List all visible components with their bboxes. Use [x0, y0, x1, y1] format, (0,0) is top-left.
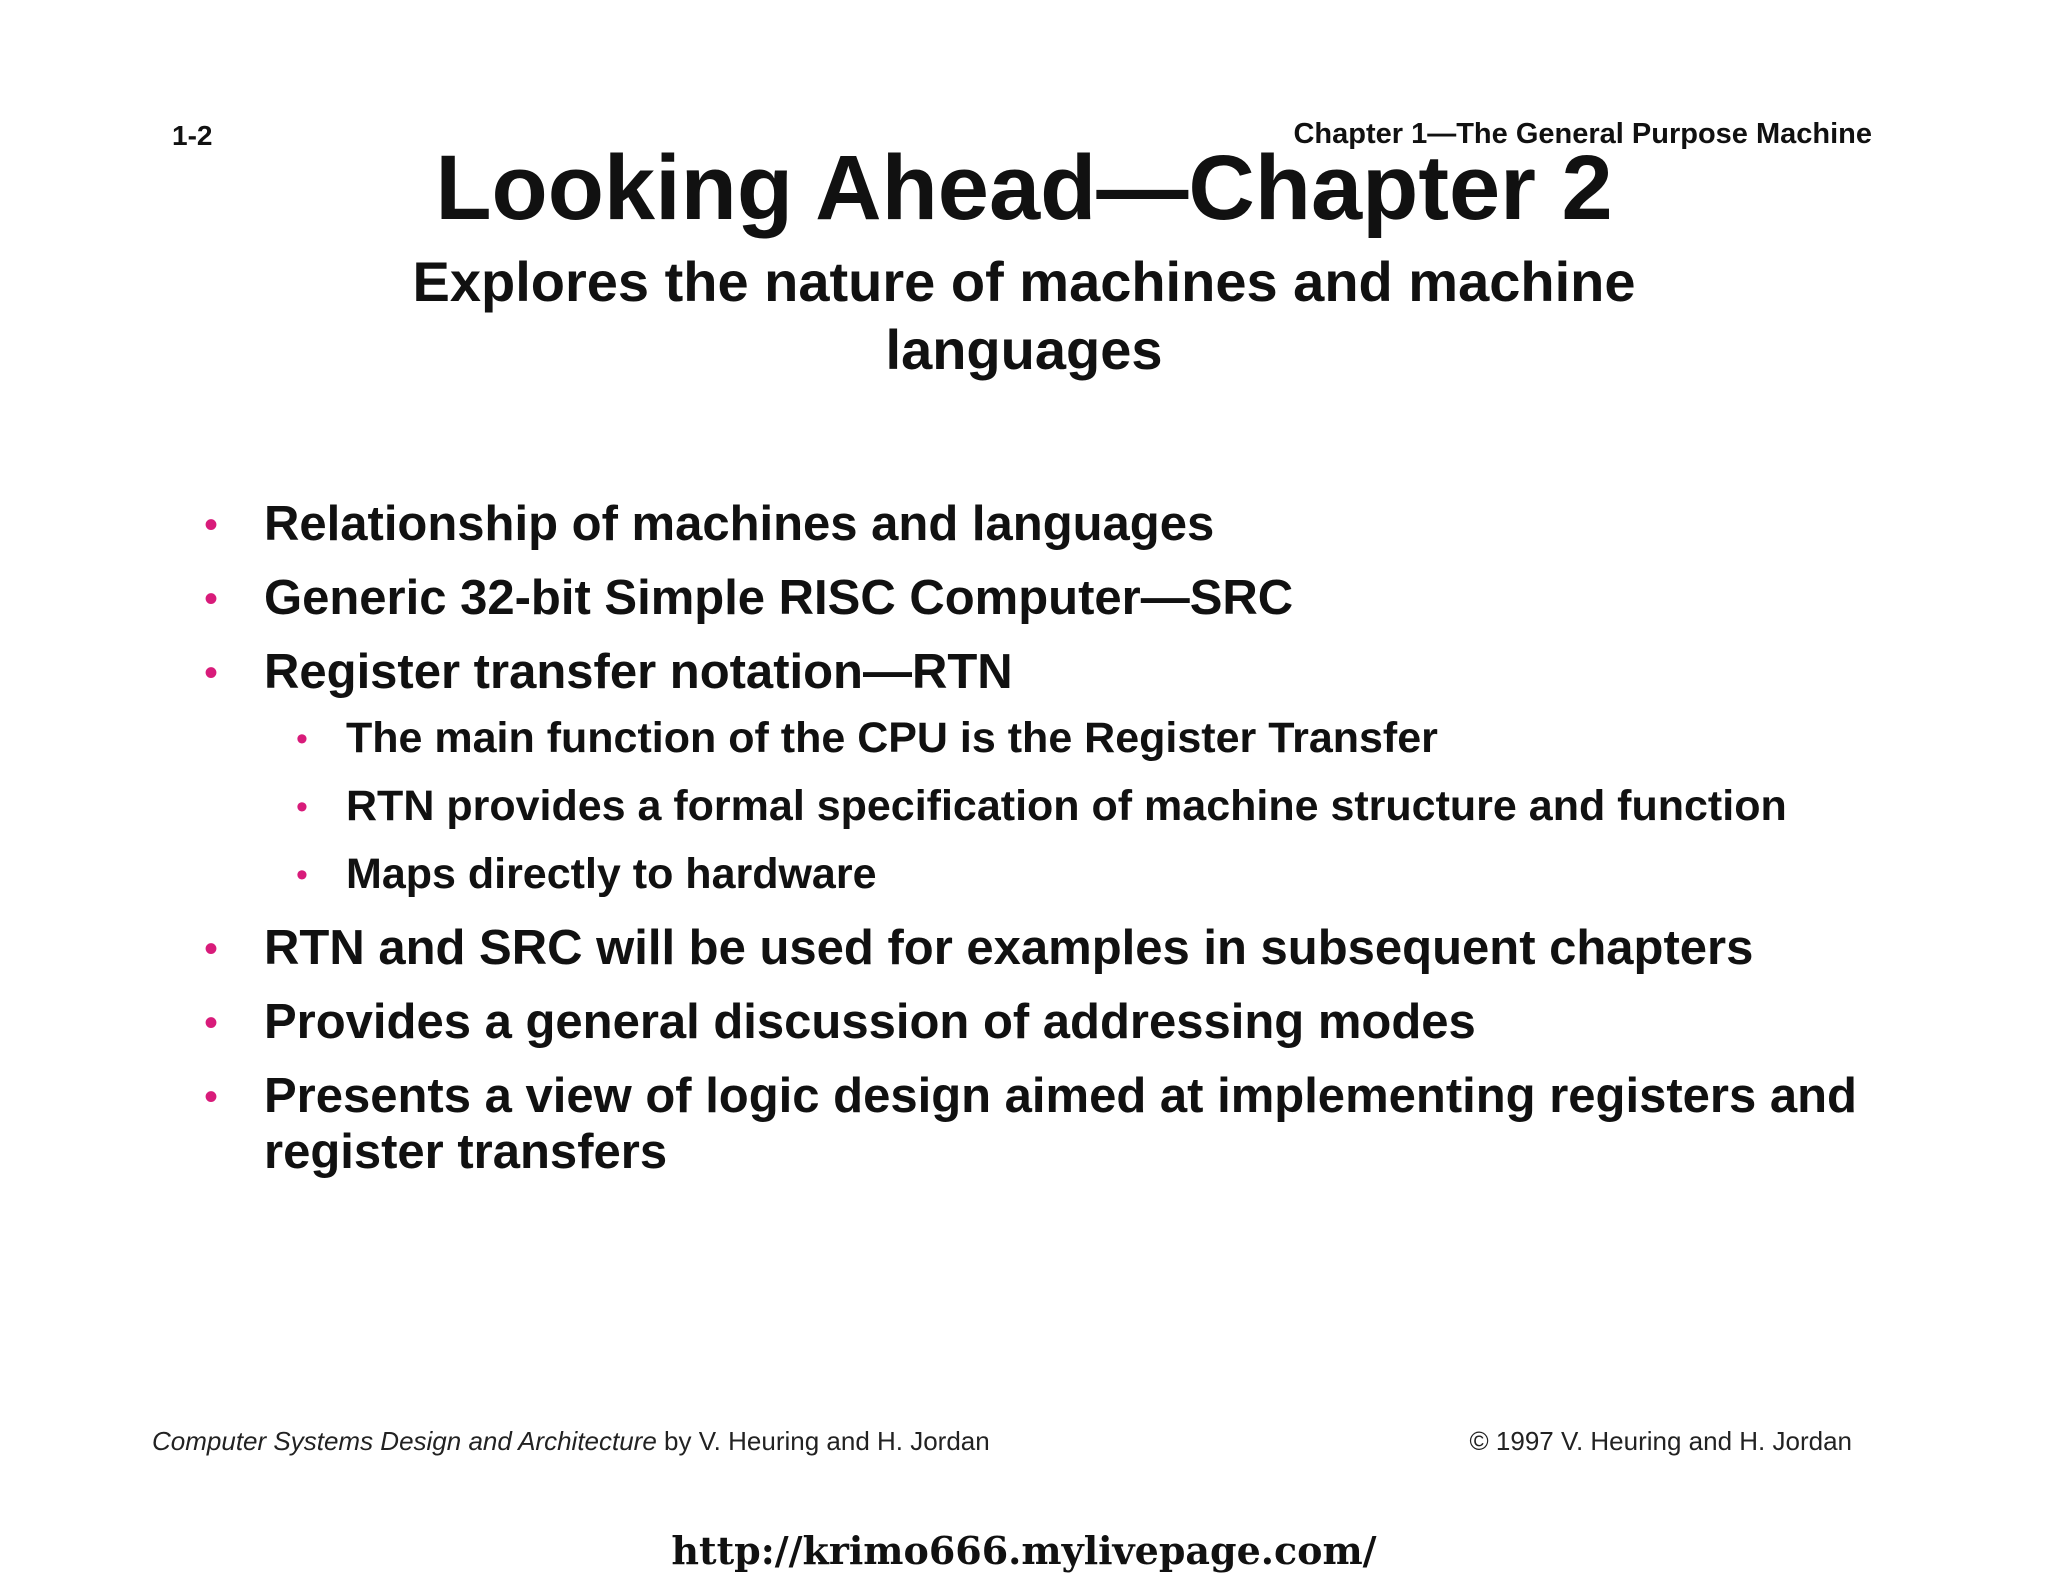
footer-book-title: Computer Systems Design and Architecture — [152, 1426, 657, 1456]
bullet-item — [204, 994, 1964, 1050]
bullet-icon: • — [296, 720, 308, 758]
slide-title: Looking Ahead—Chapter 2 — [435, 137, 1613, 239]
bullet-icon: • — [204, 651, 219, 695]
sub-bullet-item — [204, 712, 1964, 764]
bullet-item — [204, 920, 1964, 976]
bullet-icon: • — [204, 927, 219, 971]
bullet-item — [204, 496, 1964, 552]
sub-bullet-item — [204, 848, 1964, 900]
bullet-text: Register transfer notation—RTN — [264, 645, 1013, 699]
watermark-url: http://krimo666.mylivepage.com/ — [671, 1528, 1377, 1573]
page-number: 1-2 — [172, 120, 213, 151]
bullet-item — [204, 570, 1964, 626]
sub-bullet-text: Maps directly to hardware — [346, 850, 877, 898]
bullet-text: Generic 32-bit Simple RISC Computer—SRC — [264, 571, 1294, 625]
bullet-item — [204, 644, 1964, 700]
sub-bullet-text: RTN provides a formal specification of machine structure and function — [346, 782, 1787, 830]
sub-bullet-text: The main function of the CPU is the Register Transfer — [346, 714, 1438, 762]
footer-book-credit — [152, 1426, 990, 1457]
footer-authors: by V. Heuring and H. Jordan — [656, 1426, 990, 1456]
bullet-list — [204, 496, 1964, 1198]
sub-bullet-item — [204, 780, 1964, 832]
slide-subtitle — [0, 248, 2048, 384]
bullet-text: Presents a view of logic design aimed at implementing registers and register transfers — [264, 1069, 1857, 1179]
subtitle-line-2: languages — [885, 318, 1163, 381]
bullet-icon: • — [204, 503, 219, 547]
bullet-icon: • — [296, 856, 308, 894]
footer-copyright: © 1997 V. Heuring and H. Jordan — [1469, 1426, 1852, 1456]
bullet-text: Relationship of machines and languages — [264, 497, 1215, 551]
bullet-icon: • — [204, 1001, 219, 1045]
bullet-icon: • — [296, 788, 308, 826]
bullet-item — [204, 1068, 1884, 1180]
chapter-header: Chapter 1—The General Purpose Machine — [1293, 118, 1872, 150]
bullet-icon: • — [204, 1075, 219, 1119]
subtitle-line-1: Explores the nature of machines and machine — [412, 250, 1636, 313]
bullet-icon: • — [204, 577, 219, 621]
bullet-text: Provides a general discussion of addressing modes — [264, 995, 1476, 1049]
bullet-text: RTN and SRC will be used for examples in subsequent chapters — [264, 921, 1754, 975]
